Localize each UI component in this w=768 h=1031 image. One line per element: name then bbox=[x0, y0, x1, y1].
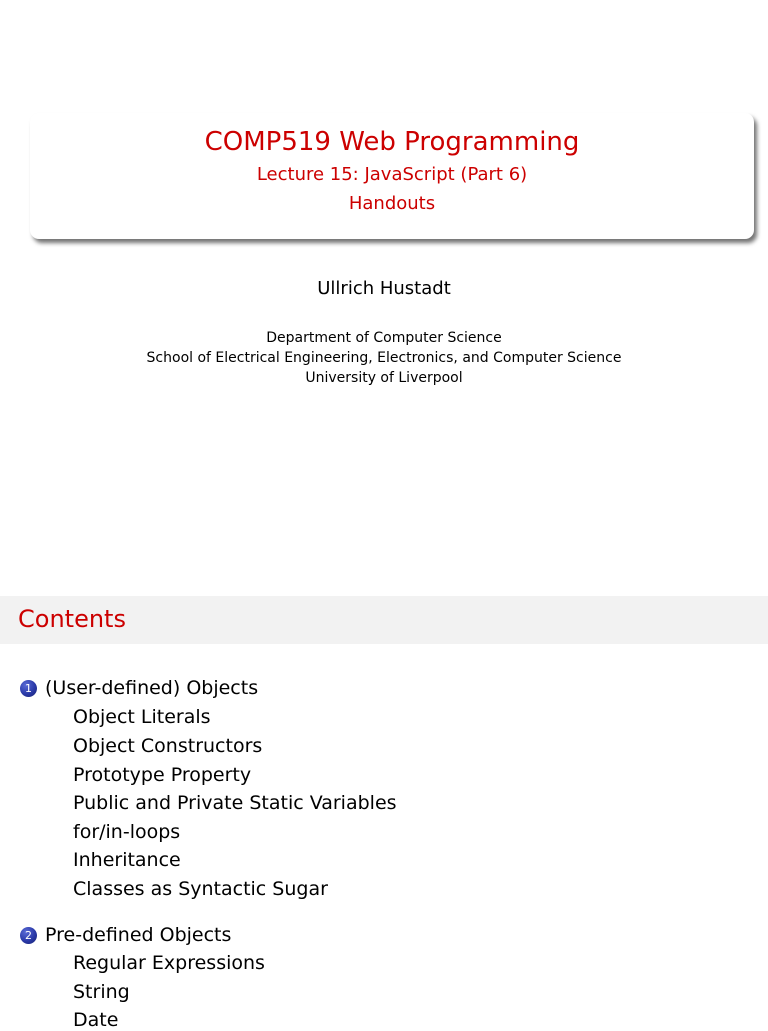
handouts-label: Handouts bbox=[348, 193, 436, 214]
toc-subsection[interactable]: Object Literals bbox=[73, 706, 211, 728]
toc-subsection[interactable]: for/in-loops bbox=[73, 821, 181, 843]
toc-section-title: Pre-defined Objects bbox=[45, 924, 232, 946]
toc-section-2[interactable] bbox=[20, 924, 231, 946]
section-number-ball-icon: 2 bbox=[20, 927, 37, 944]
toc-subsection[interactable]: Object Constructors bbox=[73, 735, 263, 757]
course-title: COMP519 Web Programming bbox=[204, 127, 580, 157]
contents-header-bar bbox=[0, 596, 768, 644]
toc-section-1[interactable] bbox=[20, 677, 258, 699]
toc-subsection[interactable]: Inheritance bbox=[73, 849, 181, 871]
toc-subsection[interactable]: Prototype Property bbox=[73, 764, 252, 786]
institution-school: School of Electrical Engineering, Electronics, and Computer Science bbox=[146, 350, 622, 366]
author-name: Ullrich Hustadt bbox=[317, 278, 451, 299]
toc-subsection[interactable]: Date bbox=[73, 1009, 119, 1031]
toc-subsection[interactable]: Public and Private Static Variables bbox=[73, 792, 397, 814]
section-number-ball-icon: 1 bbox=[20, 680, 37, 697]
institution-university: University of Liverpool bbox=[305, 370, 463, 386]
lecture-title: Lecture 15: JavaScript (Part 6) bbox=[256, 164, 528, 185]
toc-subsection[interactable]: String bbox=[73, 981, 130, 1003]
toc-subsection[interactable]: Classes as Syntactic Sugar bbox=[73, 878, 328, 900]
toc-subsection[interactable]: Regular Expressions bbox=[73, 952, 265, 974]
institution-department: Department of Computer Science bbox=[266, 330, 502, 346]
contents-heading: Contents bbox=[18, 605, 126, 633]
toc-section-title: (User-defined) Objects bbox=[45, 677, 259, 699]
title-block bbox=[30, 113, 754, 239]
